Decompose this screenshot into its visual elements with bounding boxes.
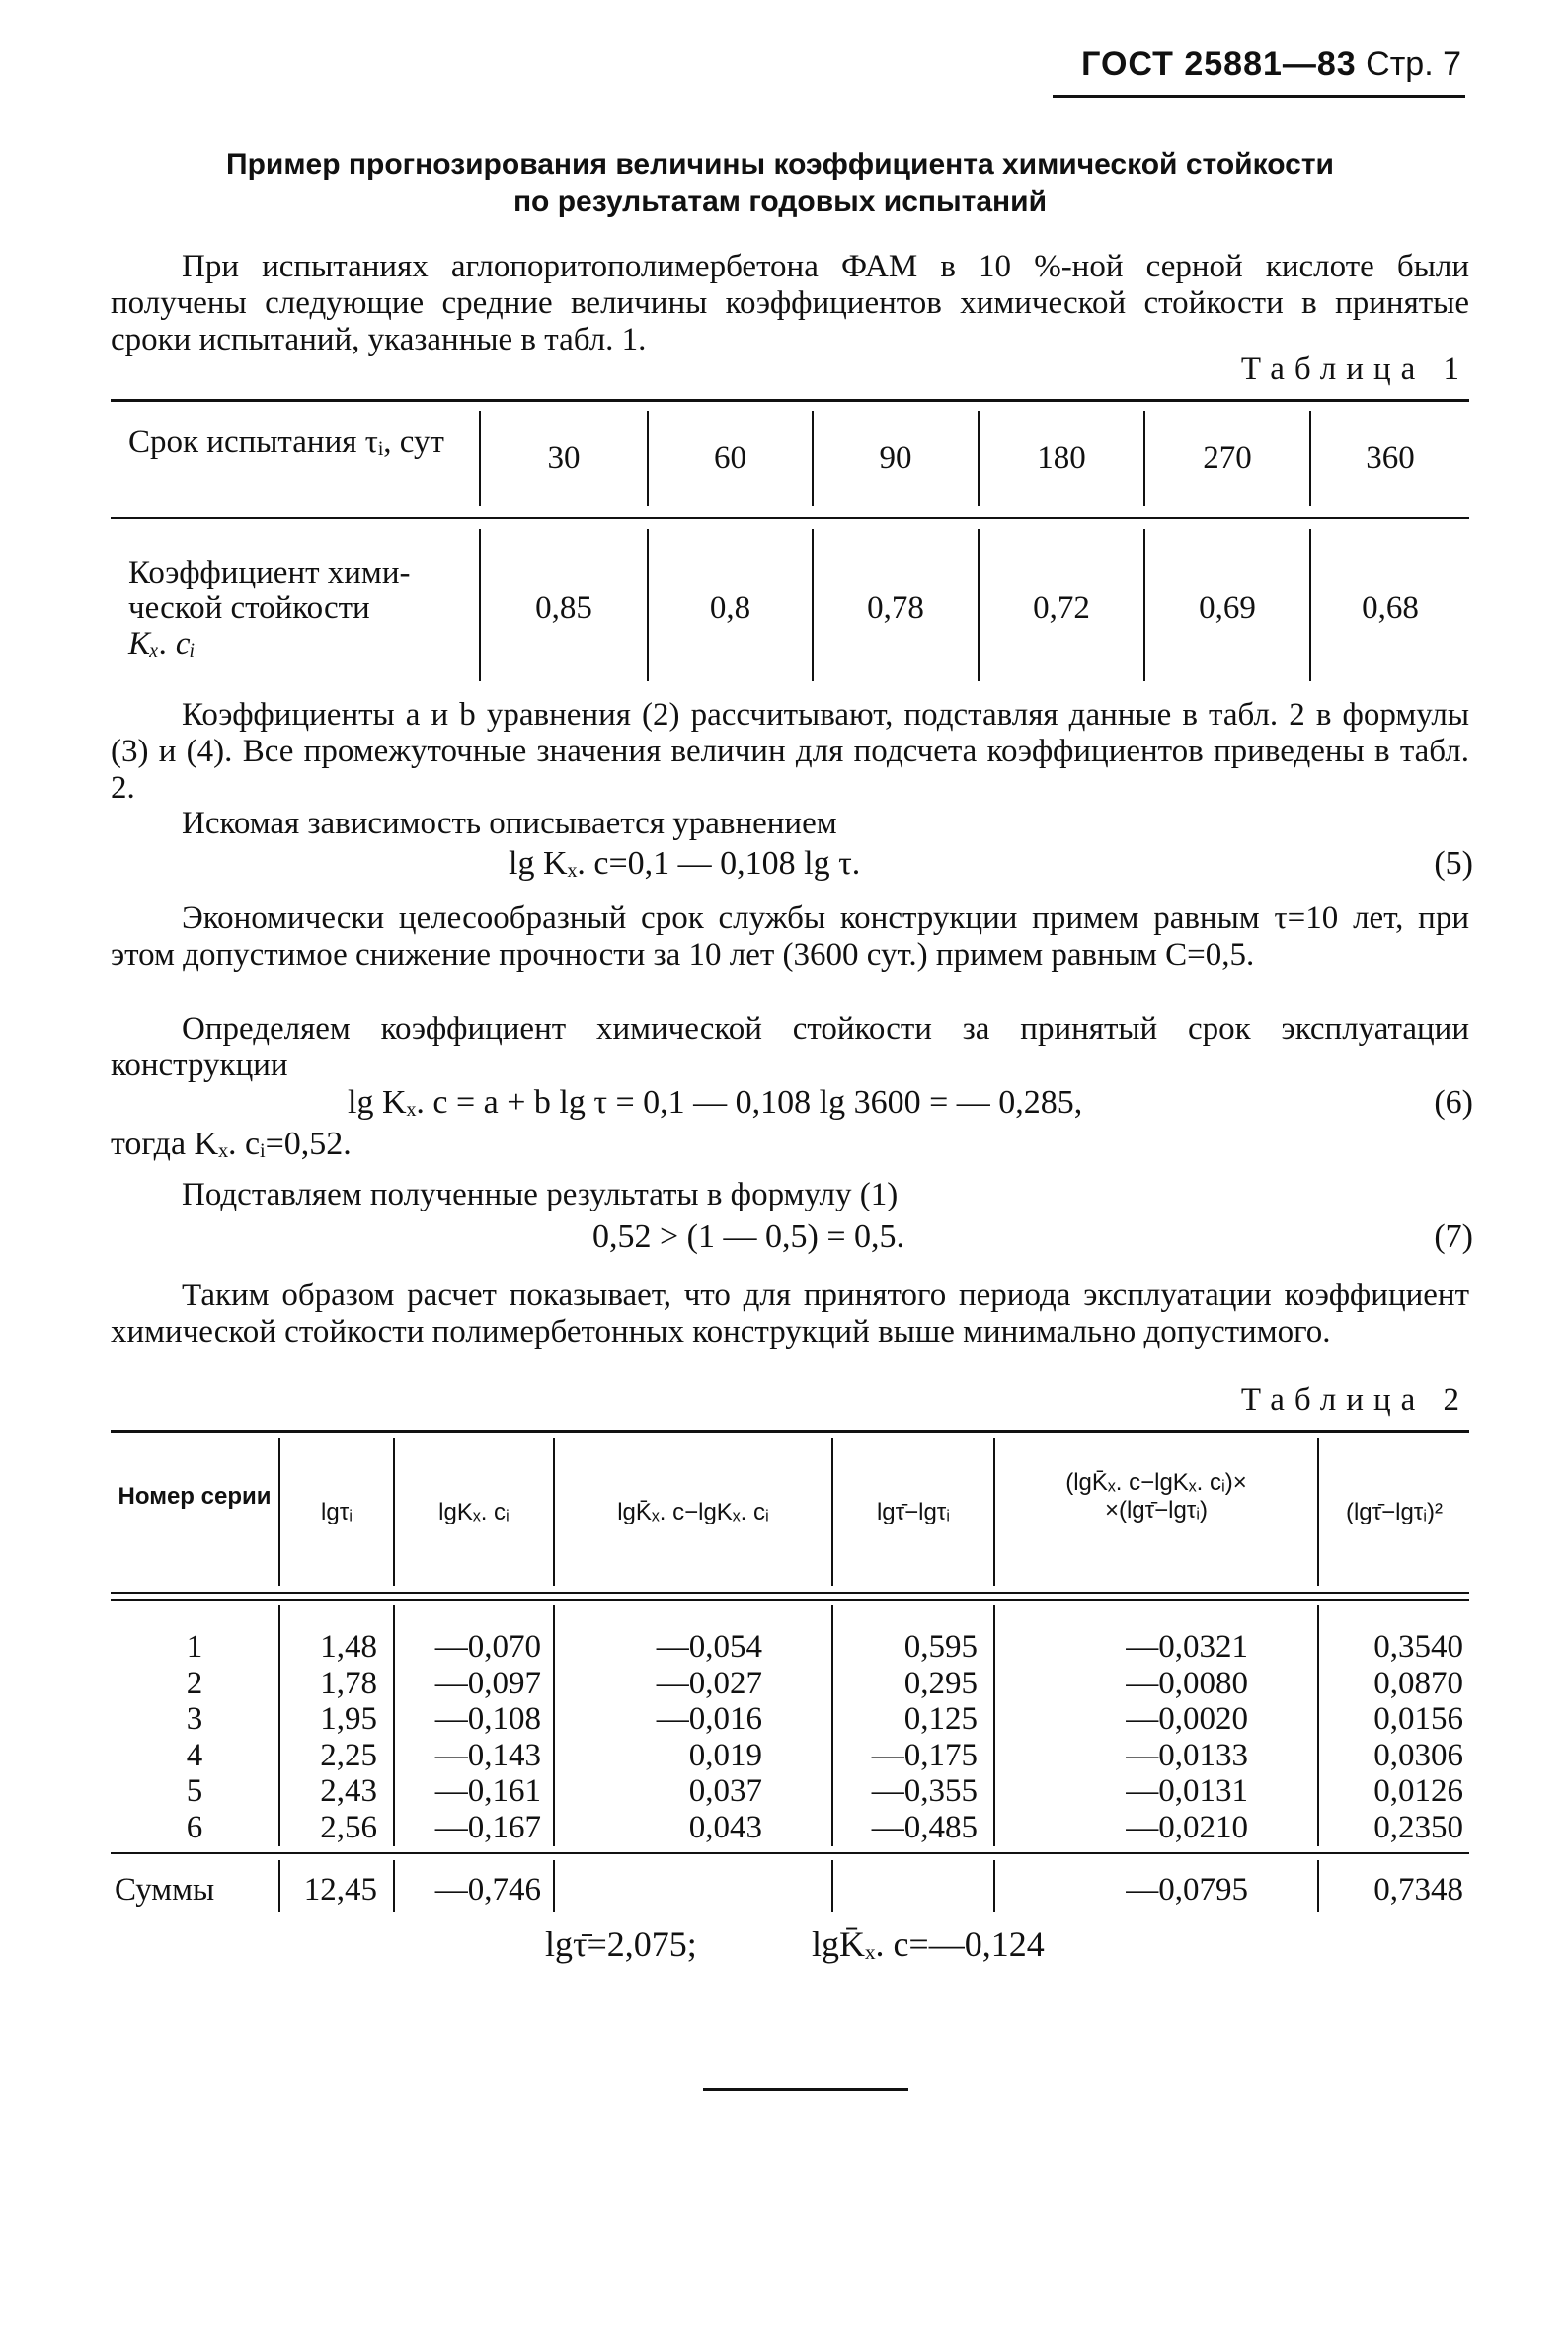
footer-equation-tau: lgτ̄=2,075; <box>545 1924 697 1964</box>
t2-vline <box>553 1860 555 1912</box>
table-cell: —0,0321 <box>1126 1629 1248 1665</box>
table-cell: 2,56 <box>320 1809 377 1845</box>
table-cell: 0,2350 <box>1373 1809 1463 1845</box>
table-cell: —0,070 <box>434 1629 541 1665</box>
t2-sum-lgk: —0,746 <box>434 1872 541 1908</box>
table-cell: —0,355 <box>871 1773 978 1809</box>
t2-header-prod <box>995 1469 1317 1524</box>
paragraph-service-life-text: Экономически целесообразный срок службы конструкции примем равным τ=10 лет, при этом допустимое снижение прочности за 10 лет (3600 сут.) примем равным C=0,5. <box>111 900 1469 973</box>
t2-header-prod-line1: (lgK̄ₓ. c−lgKₓ. cᵢ)× <box>1065 1469 1247 1496</box>
t2-sum-lgt: 12,45 <box>303 1872 377 1908</box>
t2-header-dk: lgK̄ₓ. c−lgKₓ. cᵢ <box>617 1499 769 1525</box>
paragraph-coefficients-text: Коэффициенты a и b уравнения (2) рассчитывают, подставляя данные в табл. 2 в формулы (3) и (4). Все промежуточные значения величин для подсчета коэффициентов приведены в табл. 2. <box>111 697 1469 806</box>
section-title <box>138 146 1422 221</box>
table-cell: 4 <box>186 1737 203 1773</box>
t2-header-prod-line2: ×(lgτ̄−lgτᵢ) <box>1104 1497 1209 1524</box>
table-cell: 2,25 <box>320 1737 377 1773</box>
intro-paragraph <box>111 249 1469 358</box>
paragraph-determine <box>111 1011 1469 1084</box>
table-cell: —0,054 <box>656 1629 762 1665</box>
table-cell: —0,0020 <box>1126 1701 1248 1737</box>
table-cell: —0,0131 <box>1126 1773 1248 1809</box>
t2-col-lgk <box>395 1629 541 1845</box>
table2-caption: Таблица 2 <box>1240 1382 1469 1418</box>
t2-header-lgt: lgτᵢ <box>321 1499 353 1525</box>
table2-mid-rule-2 <box>111 1599 1469 1601</box>
t2-col-sq <box>1319 1629 1463 1845</box>
gost-number: ГОСТ 25881—83 <box>1081 45 1357 83</box>
t2-col-lgt <box>280 1629 377 1845</box>
paragraph-dependence <box>111 806 1469 842</box>
title-line-2: по результатам годовых испытаний <box>512 186 1048 218</box>
table-cell: —0,0080 <box>1126 1665 1248 1701</box>
t2-header-dt: lgτ̄−lgτᵢ <box>876 1499 951 1525</box>
footer-equation-k: lgK̄ₓ. c=—0,124 <box>812 1924 1045 1964</box>
t2-sum-prod: —0,0795 <box>1126 1872 1248 1908</box>
intro-text: При испытаниях аглопоритополимербетона ФАМ в 10 %-ной серной кислоте были получены следующие средние величины коэффициентов химической стойкости в принятые сроки испытаний, указанные в табл. 1. <box>111 249 1469 357</box>
t1-row1-label: Срок испытания τᵢ, сут <box>128 425 444 460</box>
table-cell: 0,043 <box>688 1809 762 1845</box>
t1-coef: 0,68 <box>1362 590 1419 626</box>
table-cell: —0,175 <box>871 1737 978 1773</box>
table-cell: 5 <box>186 1773 203 1809</box>
table-cell: —0,485 <box>871 1809 978 1845</box>
table-cell: —0,143 <box>434 1737 541 1773</box>
table-cell: 1,48 <box>320 1629 377 1665</box>
t1-row2-label-line1: Коэффициент хими- <box>128 555 411 590</box>
paragraph-conclusion <box>111 1278 1469 1351</box>
t1-day: 30 <box>547 440 581 476</box>
t1-day: 270 <box>1203 440 1252 476</box>
table-cell: 6 <box>186 1809 203 1845</box>
t1-coef: 0,8 <box>709 590 751 626</box>
equation-5: lg Kₓ. c=0,1 — 0,108 lg τ. <box>509 845 861 882</box>
t1-coef: 0,69 <box>1199 590 1256 626</box>
t1-day: 60 <box>714 440 746 476</box>
t1-row2-symbol: Kₓ. cᵢ <box>128 626 196 662</box>
table-cell: 0,295 <box>903 1665 978 1701</box>
paragraph-determine-text: Определяем коэффициент химической стойкости за принятый срок эксплуатации конструкции <box>111 1011 1469 1083</box>
table2-sum-rule <box>111 1852 1469 1854</box>
paragraph-conclusion-text: Таким образом расчет показывает, что для принятого периода эксплуатации коэффициент химической стойкости полимербетонных конструкций выше минимально допустимого. <box>111 1278 1469 1350</box>
paragraph-substitute <box>111 1177 1469 1213</box>
table-cell: —0,167 <box>434 1809 541 1845</box>
then-line: тогда Kₓ. cᵢ=0,52. <box>111 1126 352 1162</box>
table-cell: 0,3540 <box>1373 1629 1463 1665</box>
t2-header-series: Номер серии <box>118 1483 272 1510</box>
equation-6: lg Kₓ. c = a + b lg τ = 0,1 — 0,108 lg 3600 = — 0,285, <box>348 1084 1083 1121</box>
equation-7: 0,52 > (1 — 0,5) = 0,5. <box>592 1218 904 1255</box>
table-cell: 0,037 <box>688 1773 762 1809</box>
table-cell: —0,0133 <box>1126 1737 1248 1773</box>
table1-mid-rule <box>111 517 1469 519</box>
table-cell: 0,0156 <box>1373 1701 1463 1737</box>
table2-mid-rule <box>111 1592 1469 1594</box>
t1-day: 180 <box>1037 440 1086 476</box>
t2-sums-label: Суммы <box>115 1872 215 1908</box>
t2-sum-sq: 0,7348 <box>1373 1872 1463 1908</box>
table1-caption: Таблица 1 <box>1240 352 1469 387</box>
t1-row2-label <box>128 555 474 662</box>
table-cell: 2 <box>186 1665 203 1701</box>
table-cell: —0,161 <box>434 1773 541 1809</box>
title-line-1: Пример прогнозирования величины коэффициента химической стойкости <box>226 148 1334 181</box>
t2-header-sq: (lgτ̄−lgτᵢ)² <box>1345 1499 1444 1525</box>
paragraph-substitute-text: Подставляем полученные результаты в формулу (1) <box>182 1177 899 1212</box>
t2-vline <box>831 1860 833 1912</box>
table-cell: —0,097 <box>434 1665 541 1701</box>
table-cell: 0,0306 <box>1373 1737 1463 1773</box>
t1-coef: 0,85 <box>535 590 592 626</box>
table-cell: 0,019 <box>688 1737 762 1773</box>
equation-7-number: (7) <box>1434 1218 1473 1255</box>
table-cell: —0,0210 <box>1126 1809 1248 1845</box>
paragraph-dependence-text: Искомая зависимость описывается уравнением <box>182 806 837 841</box>
t2-col-dt <box>833 1629 978 1845</box>
table-cell: 0,0126 <box>1373 1773 1463 1809</box>
table-cell: —0,016 <box>656 1701 762 1737</box>
table1-top-rule <box>111 399 1469 402</box>
t1-row2-label-line2: ческой стойкости <box>128 590 370 626</box>
table-cell: 1 <box>186 1629 203 1665</box>
table-cell: 1,78 <box>320 1665 377 1701</box>
table-cell: 2,43 <box>320 1773 377 1809</box>
t2-col-series <box>111 1629 278 1845</box>
page-header <box>1047 45 1461 84</box>
table2-top-rule <box>111 1430 1469 1433</box>
t1-coef: 0,78 <box>867 590 924 626</box>
t2-header-lgk: lgKₓ. cᵢ <box>438 1499 510 1525</box>
equation-5-number: (5) <box>1434 845 1473 882</box>
t2-col-dk <box>555 1629 762 1845</box>
table-cell: 0,125 <box>903 1701 978 1737</box>
table-cell: 0,0870 <box>1373 1665 1463 1701</box>
t2-col-prod <box>995 1629 1248 1845</box>
table-cell: —0,027 <box>656 1665 762 1701</box>
end-rule <box>703 2088 908 2091</box>
page-number: Стр. 7 <box>1366 45 1461 83</box>
t1-day: 360 <box>1366 440 1415 476</box>
table-cell: 1,95 <box>320 1701 377 1737</box>
table-cell: —0,108 <box>434 1701 541 1737</box>
paragraph-service-life <box>111 900 1469 974</box>
equation-6-number: (6) <box>1434 1084 1473 1121</box>
table-cell: 0,595 <box>903 1629 978 1665</box>
header-rule <box>1053 95 1465 98</box>
t1-day: 90 <box>879 440 912 476</box>
t1-coef: 0,72 <box>1033 590 1090 626</box>
table-cell: 3 <box>186 1701 203 1737</box>
paragraph-coefficients <box>111 697 1469 807</box>
